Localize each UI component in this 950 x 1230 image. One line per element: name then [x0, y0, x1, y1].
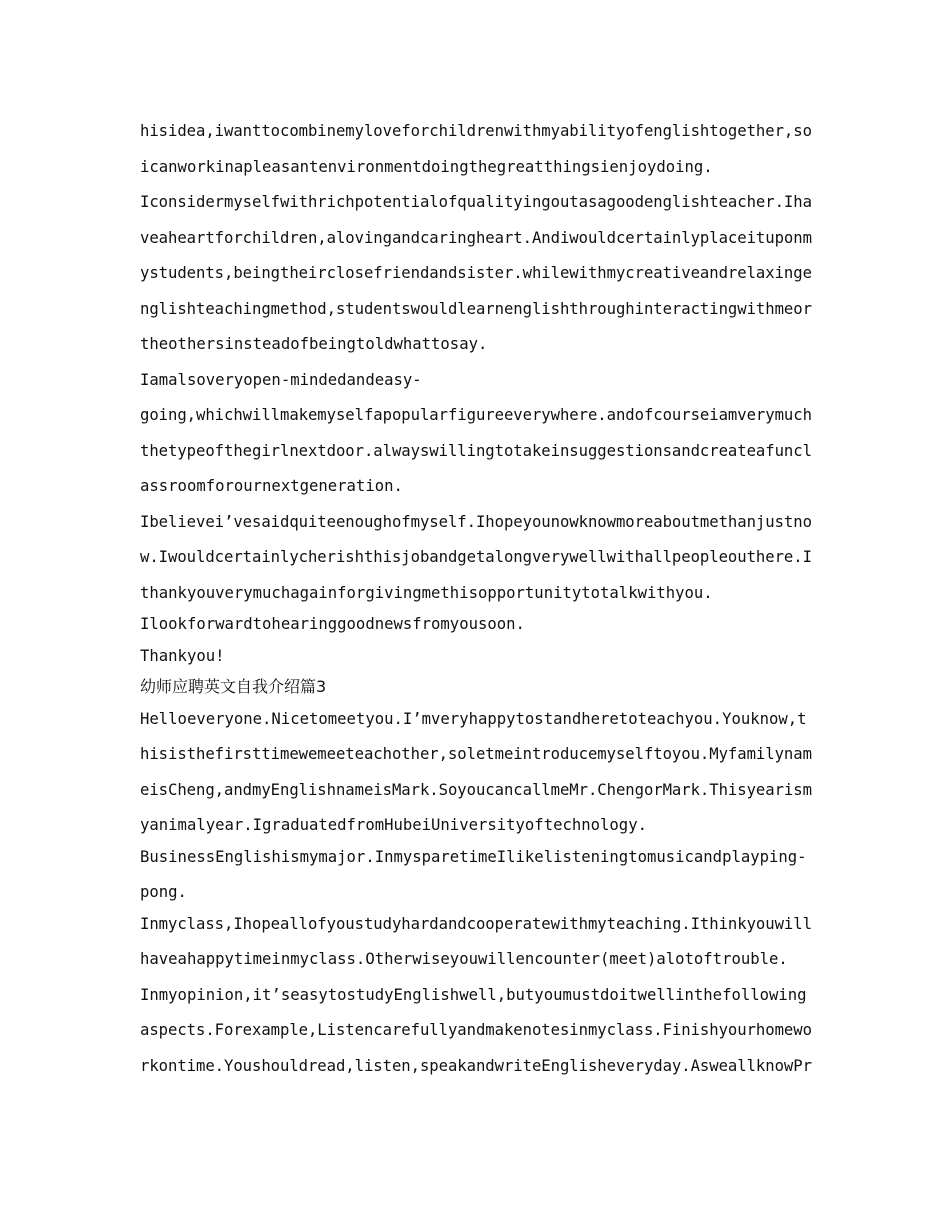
text-line: Ilookforwardtohearinggoodnewsfromyousoon. — [140, 615, 525, 633]
text-line: Inmyopinion,it’seasytostudyEnglishwell,butyoumustdoitwellinthefollowing — [140, 985, 807, 1004]
text-line: pong. — [140, 883, 187, 901]
text-line: haveahappytimeinmyclass.Otherwiseyouwillencounter(meet)alotoftrouble. — [140, 950, 788, 968]
text-line: w.Iwouldcertainlycherishthisjobandgetalongverywellwithallpeopleouthere.I — [140, 548, 812, 566]
text-line: thankyouverymuchagainforgivingmethisopportunitytotalkwithyou. — [140, 583, 713, 602]
text-line: nglishteachingmethod,studentswouldlearnenglishthroughinteractingwithmeor — [140, 299, 812, 318]
text-line: aspects.Forexample,Listencarefullyandmakenotesinmyclass.Finishyourhomewo — [140, 1021, 812, 1039]
text-line: thetypeofthegirlnextdoor.alwayswillingtotakeinsuggestionsandcreateafuncl — [140, 441, 812, 460]
text-line: Iamalsoveryopen-mindedandeasy- — [140, 370, 422, 389]
text-line: Inmyclass,Ihopeallofyoustudyhardandcooperatewithmyteaching.Ithinkyouwill — [140, 914, 812, 933]
text-line: yanimalyear.IgraduatedfromHubeiUniversityoftechnology. — [140, 816, 647, 834]
text-line: ystudents,beingtheirclosefriendandsister.whilewithmycreativeandrelaxinge — [140, 264, 812, 282]
text-line: Thankyou! — [140, 646, 225, 665]
text-line: Iconsidermyselfwithrichpotentialofqualityingoutasagoodenglishteacher.Iha — [140, 193, 812, 211]
text-line: eisCheng,andmyEnglishnameisMark.SoyoucancallmeMr.ChengorMark.Thisyearism — [140, 780, 812, 799]
text-line: veaheartforchildren,alovingandcaringheart.Andiwouldcertainlyplaceituponm — [140, 228, 812, 247]
text-line: hisidea,iwanttocombinemyloveforchildrenwithmyabilityofenglishtogether,so — [140, 122, 812, 140]
text-line: BusinessEnglishismymajor.InmysparetimeIlikelisteningtomusicandplayping- — [140, 847, 807, 866]
document-page — [140, 118, 812, 1088]
text-line: Helloeveryone.Nicetomeetyou.I’mveryhappytostandheretoteachyou.Youknow,t — [140, 709, 807, 728]
text-line: rkontime.Youshouldread,listen,speakandwriteEnglisheveryday.AsweallknowPr — [140, 1056, 812, 1075]
text-line: icanworkinapleasantenvironmentdoingthegreatthingsienjoydoing. — [140, 157, 713, 176]
text-line: theothersinsteadofbeingtoldwhattosay. — [140, 335, 488, 353]
text-line: assroomforournextgeneration. — [140, 477, 403, 495]
text-line: hisisthefirsttimewemeeteachother,soletmeintroducemyselftoyou.Myfamilynam — [140, 745, 812, 763]
section-heading: 幼师应聘英文自我介绍篇3 — [140, 677, 327, 696]
text-line: going,whichwillmakemyselfapopularfigureeverywhere.andofcourseiamverymuch — [140, 406, 812, 424]
text-line: Ibelievei’vesaidquiteenoughofmyself.Ihopeyounowknowmoreaboutmethanjustno — [140, 512, 812, 531]
